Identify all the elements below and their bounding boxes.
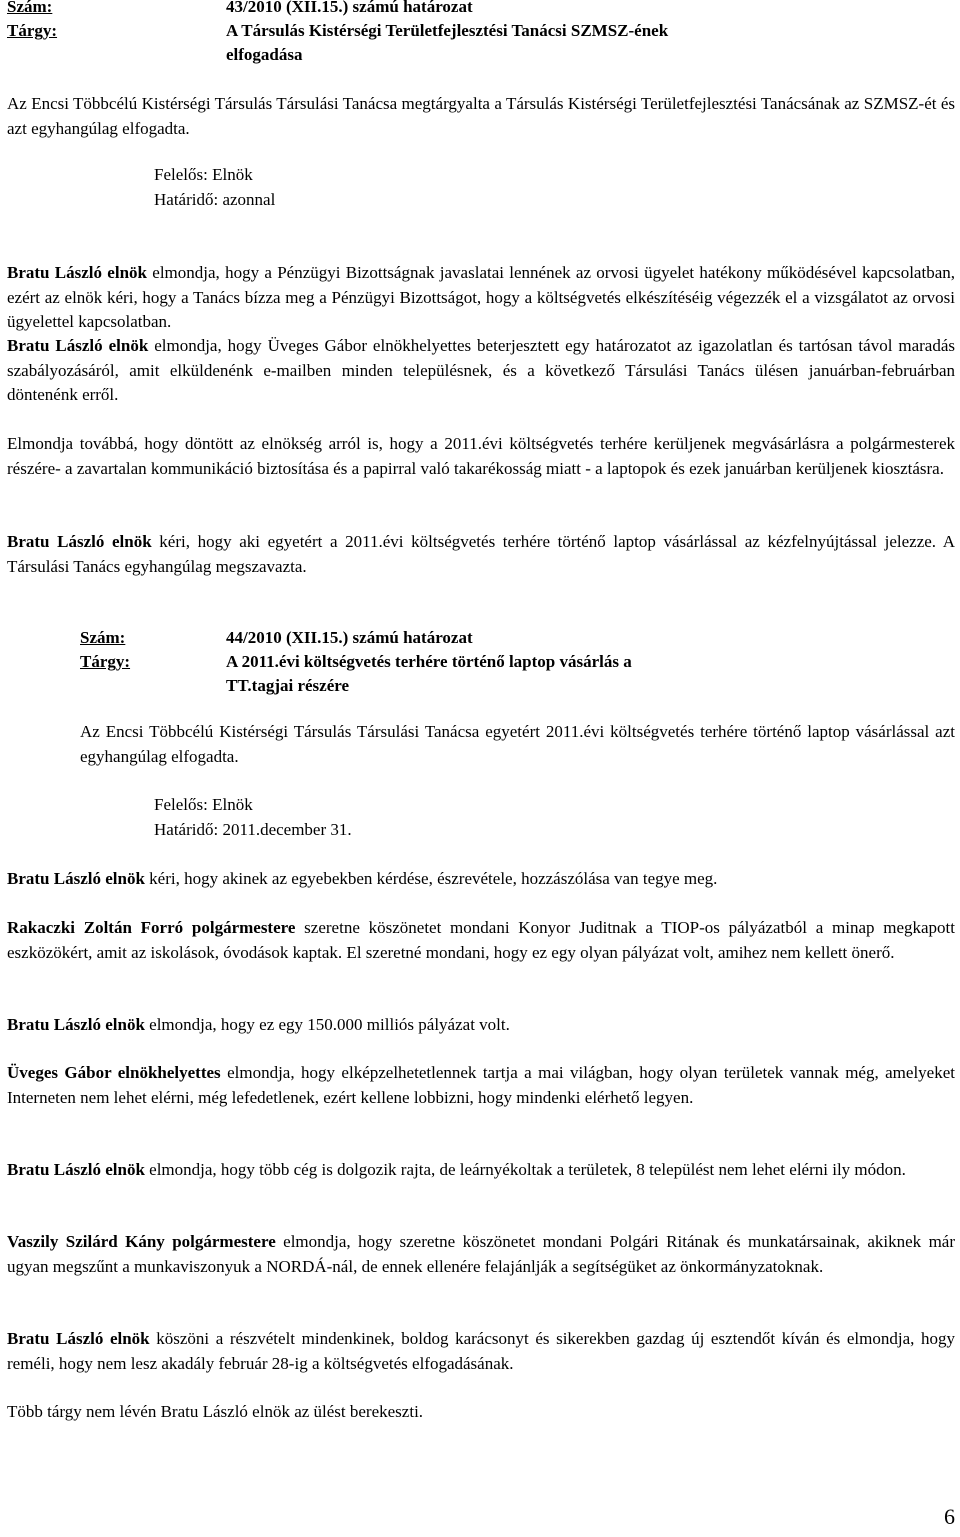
speaker-name: Bratu László elnök	[7, 263, 147, 282]
decision-2-felelos: Felelős: Elnök	[154, 795, 253, 814]
targy-label: Tárgy:	[7, 21, 58, 40]
decision-1-header	[7, 0, 955, 65]
paragraph-8	[7, 1158, 955, 1183]
paragraph-9	[7, 1230, 955, 1279]
paragraph-5	[7, 916, 955, 965]
decision-subject-line2: elfogadása	[226, 45, 303, 64]
closing-line: Több tárgy nem lévén Bratu László elnök az ülést berekeszti.	[7, 1402, 424, 1421]
decision-number: 44/2010 (XII.15.) számú határozat	[226, 628, 473, 647]
szam-label: Szám:	[7, 0, 53, 16]
page-number: 6	[944, 1503, 955, 1529]
decision-2-body: Az Encsi Többcélú Kistérségi Társulás Társulási Tanácsa egyetért 2011.évi költségvetés terhére történő laptop vásárlással azt egyhangúlag elfogadta.	[80, 722, 955, 766]
paragraph-6	[7, 1013, 955, 1038]
paragraph-2-continued: Elmondja továbbá, hogy döntött az elnökség arról is, hogy a 2011.évi költségvetés terhére kerüljenek megvásárlásra a polgármesterek részére- a zavartalan kommunikáció biztosítása és a papirral való takarékosság miatt - a laptopok és ezek januárban kerüljenek kiosztásra.	[7, 434, 955, 478]
paragraph-text: elmondja, hogy több cég is dolgozik rajta, de leárnyékoltak a területek, 8 települést nem lehet elérni ily módon.	[144, 1160, 906, 1179]
decision-number	[226, 0, 473, 20]
speaker-name: Bratu László elnök	[7, 532, 152, 551]
paragraph-text: elmondja, hogy elképzelhetetlennek tartja a mai világban, hogy olyan területek vannak még, amelyeket Interneten nem lehet elérni, még lefedetlenek, ezért kellene lobbizni, hogy mindenki elérhető legyen.	[7, 1063, 955, 1107]
paragraph-text: kéri, hogy akinek az egyebekben kérdése, észrevétele, hozzászólása van tegye meg.	[144, 869, 718, 888]
speaker-name: Bratu László elnök	[7, 1015, 145, 1034]
paragraph-1	[7, 261, 955, 335]
speaker-name: Vaszily Szilárd Kány polgármestere	[7, 1232, 276, 1251]
speaker-name: Bratu László elnök	[7, 1329, 150, 1348]
speaker-name: Bratu László elnök	[7, 336, 149, 355]
decision-subject-line1: A 2011.évi költségvetés terhére történő laptop vásárlás a	[226, 652, 632, 671]
paragraph-10	[7, 1327, 955, 1376]
paragraph-text: elmondja, hogy szeretne köszönetet mondani Polgári Ritának és munkatársainak, akiknek már ugyan megszűnt a munkaviszonyuk a NORDÁ-nál, de ennek ellenére felajánlják a segítségüket az önkormányzatoknak.	[7, 1232, 956, 1276]
paragraph-7	[7, 1061, 955, 1110]
decision-subject-line1: A Társulás Kistérségi Területfejlesztési Tanácsi SZMSZ-ének	[226, 21, 669, 40]
paragraph-3	[7, 530, 955, 579]
decision-number-text: 43/2010 (XII.15.) számú határozat	[226, 0, 473, 16]
paragraph-text: elmondja, hogy Üveges Gábor elnökhelyettes beterjesztett egy határozatot az igazolatlan és tartósan távol maradás szabályozásáról, amit elküldenénk e-mailben minden településnek, és a következő Társulási Tanács ülésen januárban-februárban döntenénk erről.	[7, 336, 955, 404]
speaker-name: Rakaczki Zoltán Forró polgármestere	[7, 918, 296, 937]
paragraph-text: köszöni a részvételt mindenkinek, boldog karácsonyt és sikerekben gazdag új esztendőt kíván és elmondja, hogy reméli, hogy nem lesz akadály február 28-ig a költségvetés elfogadásának.	[7, 1329, 955, 1373]
decision-2-header	[80, 626, 955, 698]
paragraph-4	[7, 867, 955, 892]
speaker-name: Bratu László elnök	[7, 1160, 145, 1179]
paragraph-text: elmondja, hogy ez egy 150.000 milliós pályázat volt.	[144, 1015, 510, 1034]
paragraph-text: szeretne köszönetet mondani Konyor Juditnak a TIOP-os pályázatból a minap megkapott eszközökért, amit az iskolások, óvodások kaptak. El szeretné mondani, hogy ez egy olyan pályázat volt, amihez nem kellett önerő.	[7, 918, 955, 962]
decision-subject-line2: TT.tagjai részére	[226, 676, 350, 695]
paragraph-2	[7, 334, 955, 408]
speaker-name: Bratu László elnök	[7, 869, 145, 888]
targy-label: Tárgy:	[80, 652, 131, 671]
decision-1-felelos: Felelős: Elnök	[154, 165, 253, 184]
szam-label: Szám:	[80, 628, 126, 647]
speaker-name: Üveges Gábor elnökhelyettes	[7, 1063, 221, 1082]
decision-1-hatarido: Határidő: azonnal	[154, 190, 276, 209]
decision-2-hatarido: Határidő: 2011.december 31.	[154, 820, 352, 839]
paragraph-text: elmondja, hogy a Pénzügyi Bizottságnak javaslatai lennének az orvosi ügyelet hatékony működésével kapcsolatban, ezért az elnök kéri, hogy a Tanács bízza meg a Pénzügyi Bizottságot, hogy a költségvetés elkészítéséig végezzék el a vizsgálatot az orvosi ügyelettel kapcsolatban.	[7, 263, 955, 331]
paragraph-text: kéri, hogy aki egyetért a 2011.évi költségvetés terhére történő laptop vásárlással az kézfelnyújtással jelezze. A Társulási Tanács egyhangúlag megszavazta.	[7, 532, 955, 576]
decision-1-body: Az Encsi Többcélú Kistérségi Társulás Társulási Tanácsa megtárgyalta a Társulás Kistérségi Területfejlesztési Tanácsának az SZMSZ-ét és azt egyhangúlag elfogadta.	[7, 94, 955, 138]
